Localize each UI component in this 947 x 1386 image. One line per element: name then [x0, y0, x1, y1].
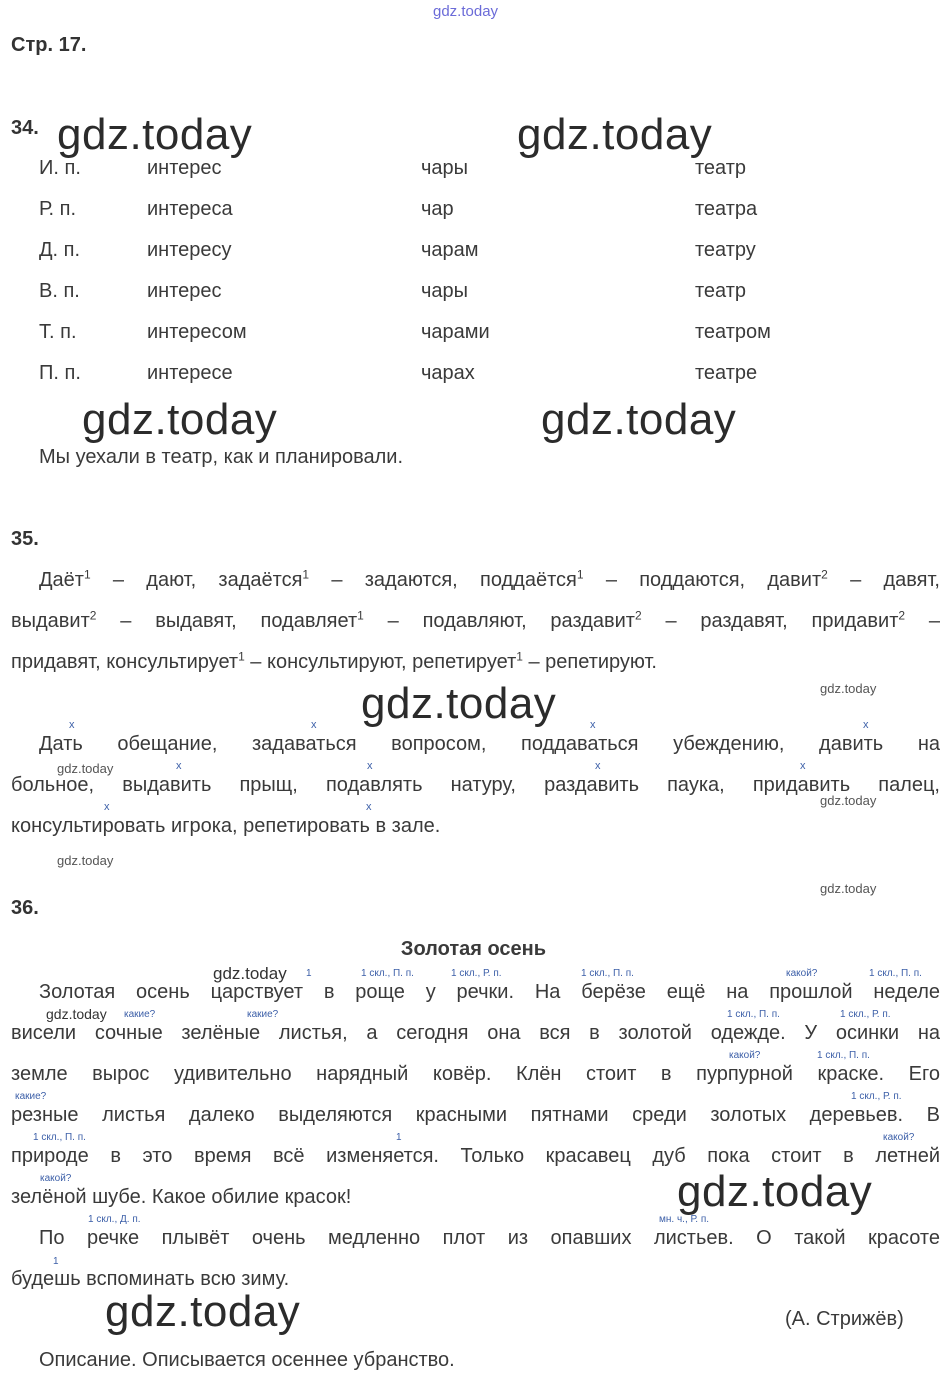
stress-mark: х: [590, 719, 596, 731]
case-label: Д. п.: [39, 239, 81, 261]
cell: театру: [695, 239, 756, 261]
annotation: 1 скл., П. п.: [869, 968, 922, 979]
annotation: 1: [396, 1132, 402, 1143]
watermark: gdz.today: [82, 395, 278, 444]
text-line: резные листья далеко выделяются красными пятнами среди золотых деревьев. В: [11, 1104, 940, 1126]
cell: театр: [695, 280, 747, 302]
watermark: gdz.today: [213, 964, 287, 983]
cell: интерес: [147, 280, 222, 302]
annotation: 1 скл., П. п.: [817, 1050, 870, 1061]
stress-mark: х: [176, 760, 182, 772]
watermark: gdz.today: [517, 110, 713, 159]
watermark: gdz.today: [820, 793, 877, 808]
watermark: gdz.today: [57, 853, 114, 868]
stress-mark: х: [863, 719, 869, 731]
stress-mark: х: [366, 801, 372, 813]
text-line: зелёной шубе. Какое обилие красок!: [11, 1186, 352, 1208]
case-label: Р. п.: [39, 198, 77, 220]
watermark: gdz.today: [105, 1287, 301, 1336]
watermark-top: gdz.today: [433, 3, 499, 20]
cell: интересом: [147, 321, 247, 343]
watermark: gdz.today: [541, 395, 737, 444]
text-title: Золотая осень: [400, 938, 547, 960]
annotation: какой?: [40, 1173, 72, 1184]
watermark: gdz.today: [820, 681, 877, 696]
stress-mark: х: [367, 760, 373, 772]
watermark: gdz.today: [677, 1167, 873, 1216]
ex35-paragraph2-line: Дать обещание, задаваться вопросом, поддаваться убеждению, давить на: [39, 733, 940, 755]
cell: театре: [695, 362, 758, 384]
cell: чарами: [421, 321, 490, 343]
watermark: gdz.today: [57, 110, 253, 159]
cell: театром: [695, 321, 771, 343]
ex34-sentence: Мы уехали в театр, как и планировали.: [39, 446, 404, 468]
stress-mark: х: [800, 760, 806, 772]
ex34-number: 34.: [11, 117, 39, 139]
cell: интереса: [147, 198, 233, 220]
text-line: висели сочные зелёные листья, а сегодня она вся в золотой одежде. У осинки на: [11, 1022, 940, 1044]
ex35-number: 35.: [11, 528, 39, 550]
ex35-paragraph2-line: консультировать игрока, репетировать в зале.: [11, 815, 441, 837]
annotation: 1: [53, 1256, 59, 1267]
text-line: земле вырос удивительно нарядный ковёр. Клён стоит в пурпурной краске. Его: [11, 1063, 940, 1085]
annotation: какой?: [786, 968, 818, 979]
case-label: П. п.: [39, 362, 81, 384]
cell: чар: [421, 198, 454, 220]
watermark: gdz.today: [46, 1006, 107, 1022]
annotation: 1: [306, 968, 312, 979]
annotation: какие?: [15, 1091, 47, 1102]
case-label: Т. п.: [39, 321, 77, 343]
annotation: какой?: [729, 1050, 761, 1061]
cell: чары: [421, 280, 469, 302]
text-line: природе в это время всё изменяется. Только красавец дуб пока стоит в летней: [11, 1145, 940, 1167]
text-line: По речке плывёт очень медленно плот из опавших листьев. О такой красоте: [39, 1227, 940, 1249]
watermark: gdz.today: [361, 679, 557, 728]
annotation: какие?: [247, 1009, 279, 1020]
cell: интерес: [147, 157, 222, 179]
text-line: будешь вспоминать всю зиму.: [11, 1268, 290, 1290]
text-line: Золотая осень царствует в роще у речки. На берёзе ещё на прошлой неделе: [39, 981, 940, 1003]
annotation: 1 скл., П. п.: [33, 1132, 86, 1143]
page-label: Стр. 17.: [11, 34, 87, 56]
annotation: 1 скл., П. п.: [727, 1009, 780, 1020]
cell: чарах: [421, 362, 475, 384]
stress-mark: х: [595, 760, 601, 772]
annotation: 1 скл., Р. п.: [840, 1009, 891, 1020]
watermark: gdz.today: [820, 881, 877, 896]
conclusion: Описание. Описывается осеннее убранство.: [39, 1349, 455, 1371]
annotation: 1 скл., Д. п.: [88, 1214, 141, 1225]
case-label: В. п.: [39, 280, 80, 302]
stress-mark: х: [311, 719, 317, 731]
stress-mark: х: [69, 719, 75, 731]
cell: чарам: [421, 239, 479, 261]
cell: интересу: [147, 239, 232, 261]
annotation: 1 скл., Р. п.: [451, 968, 502, 979]
annotation: какие?: [124, 1009, 156, 1020]
cell: театра: [695, 198, 758, 220]
annotation: 1 скл., П. п.: [581, 968, 634, 979]
ex35-paragraph1-line: выдавит$^2$ – выдавят, подавляет$^1$ – подавляют, раздавит$^2$ – раздавят, придавит$^2$ –: [11, 608, 941, 632]
ex35-paragraph2-line: больное, выдавить прыщ, подавлять натуру, раздавить паука, придавить палец,: [11, 774, 940, 796]
annotation: 1 скл., П. п.: [361, 968, 414, 979]
ex36-number: 36.: [11, 897, 39, 919]
case-label: И. п.: [39, 157, 81, 179]
annotation: мн. ч., Р. п.: [659, 1214, 710, 1225]
annotation: какой?: [883, 1132, 915, 1143]
cell: интересе: [147, 362, 233, 384]
annotation: 1 скл., Р. п.: [851, 1091, 902, 1102]
cell: чары: [421, 157, 469, 179]
author: (А. Стрижёв): [785, 1308, 904, 1330]
watermark: gdz.today: [57, 761, 114, 776]
stress-mark: х: [104, 801, 110, 813]
cell: театр: [695, 157, 747, 179]
ex35-paragraph1-line: придавят, консультирует$^1$ – консультируют, репетирует$^1$ – репетируют.: [11, 649, 657, 673]
ex35-paragraph1-line: Даёт$^1$ – дают, задаётся$^1$ – задаются, поддаётся$^1$ – поддаются, давит$^2$ – давят,: [39, 567, 940, 591]
